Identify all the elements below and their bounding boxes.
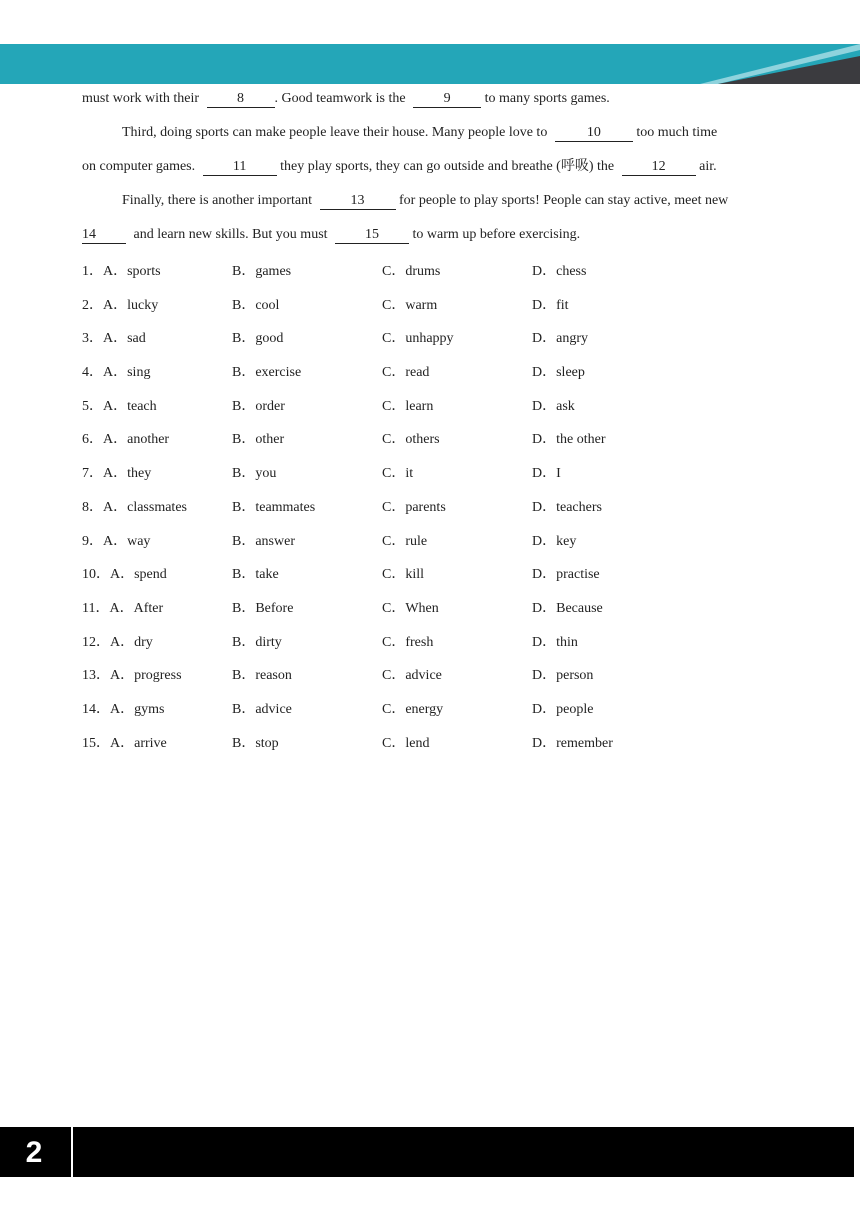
option-c: C．drums bbox=[382, 264, 441, 279]
footer-bar bbox=[0, 1127, 854, 1177]
option-a: 12．A．dry bbox=[82, 634, 153, 650]
question-row-14 bbox=[82, 696, 782, 730]
blank-11: 11 bbox=[203, 159, 277, 176]
footer-divider bbox=[71, 1127, 73, 1177]
option-c: C．it bbox=[382, 466, 414, 482]
option-d: D．ask bbox=[532, 398, 575, 414]
option-c: C．When bbox=[382, 600, 439, 616]
option-b: B．take bbox=[232, 567, 279, 583]
option-b: B．advice bbox=[232, 701, 292, 717]
option-b: B．exercise bbox=[232, 365, 302, 381]
blank-9: 9 bbox=[413, 91, 481, 108]
option-c: C．others bbox=[382, 432, 440, 448]
option-c: C．kill bbox=[382, 567, 425, 583]
option-b: B．teammates bbox=[232, 499, 316, 515]
option-d: D．practise bbox=[532, 567, 600, 583]
option-b: B．other bbox=[232, 432, 285, 448]
option-a: 4．A．sing bbox=[82, 365, 151, 381]
option-a: 7．A．they bbox=[82, 466, 152, 482]
question-row-12 bbox=[82, 629, 782, 663]
passage-line-1: must work with their 8 . Good teamwork is the 9 to many sports games. bbox=[82, 91, 610, 106]
option-d: D．remember bbox=[532, 735, 613, 751]
question-row-6 bbox=[82, 426, 782, 460]
blank-12: 12 bbox=[622, 159, 696, 176]
question-row-4 bbox=[82, 359, 782, 393]
blank-13: 13 bbox=[320, 193, 396, 210]
option-c: C．learn bbox=[382, 398, 434, 414]
question-row-10 bbox=[82, 561, 782, 595]
blank-8: 8 bbox=[207, 91, 275, 108]
option-a: 15．A．arrive bbox=[82, 735, 167, 751]
option-a: 11．A．After bbox=[82, 600, 164, 616]
option-d: D．I bbox=[532, 466, 561, 482]
question-row-9 bbox=[82, 528, 782, 562]
option-b: B．stop bbox=[232, 735, 279, 751]
option-b: B．games bbox=[232, 264, 292, 279]
passage-line-5: 14 and learn new skills. But you must 15 to warm up before exercising. bbox=[82, 227, 581, 242]
option-a: 6．A．another bbox=[82, 432, 170, 448]
question-row-15 bbox=[82, 730, 782, 764]
blank-14: 14 bbox=[82, 227, 126, 244]
option-a: 5．A．teach bbox=[82, 398, 157, 414]
option-b: B．you bbox=[232, 466, 277, 482]
option-c: C．read bbox=[382, 365, 430, 381]
option-c: C．rule bbox=[382, 533, 428, 549]
option-b: B．dirty bbox=[232, 634, 282, 650]
question-row-13 bbox=[82, 662, 782, 696]
option-a: 3．A．sad bbox=[82, 331, 146, 347]
option-a: 2．A．lucky bbox=[82, 297, 159, 313]
option-a: 10．A．spend bbox=[82, 567, 167, 583]
option-c: C．lend bbox=[382, 735, 430, 751]
option-d: D．Because bbox=[532, 600, 603, 616]
passage-line-3: on computer games. 11 they play sports, they can go outside and breathe (呼吸) the 12 air. bbox=[82, 159, 717, 174]
question-row-3 bbox=[82, 325, 782, 359]
blank-15: 15 bbox=[335, 227, 409, 244]
option-c: C．unhappy bbox=[382, 331, 454, 347]
option-d: D．thin bbox=[532, 634, 578, 650]
option-b: B．reason bbox=[232, 668, 292, 684]
option-d: D．people bbox=[532, 701, 594, 717]
option-c: C．warm bbox=[382, 297, 438, 313]
passage-line-4: Finally, there is another important 13 for people to play sports! People can stay active, meet new bbox=[122, 193, 729, 208]
passage-line-2: Third, doing sports can make people leave their house. Many people love to 10 too much time bbox=[122, 125, 718, 140]
option-a: 9．A．way bbox=[82, 533, 151, 549]
option-d: D．person bbox=[532, 668, 594, 684]
options-list bbox=[82, 258, 782, 763]
question-row-2 bbox=[82, 292, 782, 326]
question-row-7 bbox=[82, 460, 782, 494]
option-d: D．key bbox=[532, 533, 577, 549]
option-d: D．fit bbox=[532, 297, 569, 313]
option-b: B．order bbox=[232, 398, 285, 414]
option-b: B．Before bbox=[232, 600, 294, 616]
option-d: D．angry bbox=[532, 331, 588, 347]
option-d: D．chess bbox=[532, 264, 587, 279]
option-d: D．the other bbox=[532, 432, 606, 448]
option-c: C．energy bbox=[382, 701, 444, 717]
option-d: D．teachers bbox=[532, 499, 602, 515]
option-c: C．advice bbox=[382, 668, 442, 684]
option-b: B．answer bbox=[232, 533, 295, 549]
option-c: C．parents bbox=[382, 499, 446, 515]
option-a: 13．A．progress bbox=[82, 668, 182, 684]
question-row-11 bbox=[82, 595, 782, 629]
option-b: B．good bbox=[232, 331, 284, 347]
question-row-8 bbox=[82, 494, 782, 528]
option-c: C．fresh bbox=[382, 634, 434, 650]
option-a: 8．A．classmates bbox=[82, 499, 187, 515]
option-a: 1．A．sports bbox=[82, 264, 161, 279]
question-row-5 bbox=[82, 393, 782, 427]
option-d: D．sleep bbox=[532, 365, 585, 381]
page-number: 2 bbox=[25, 1136, 43, 1169]
option-b: B．cool bbox=[232, 297, 280, 313]
question-row-1 bbox=[82, 258, 782, 292]
option-a: 14．A．gyms bbox=[82, 701, 165, 717]
blank-10: 10 bbox=[555, 125, 633, 142]
